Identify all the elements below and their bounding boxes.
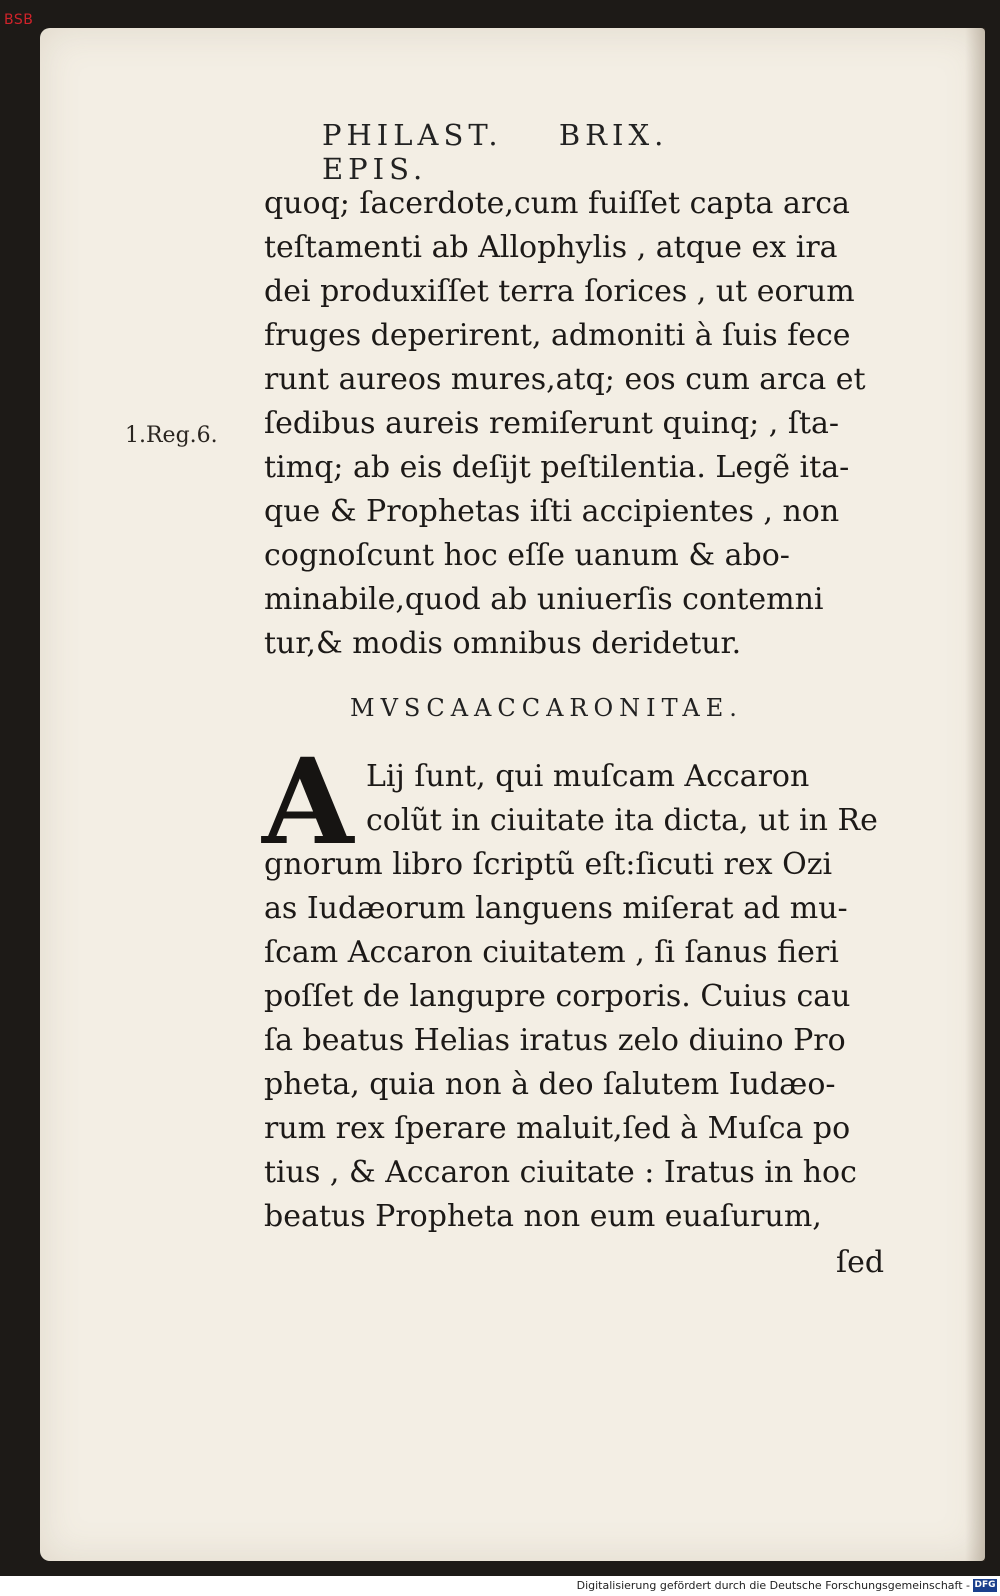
text-line: poſſet de langupre corporis. Cuius cau xyxy=(264,979,851,1014)
text-line: timq; ab eis deſijt peſtilentia. Legẽ ita- xyxy=(264,450,850,485)
text-line: quoq; ſacerdote,cum fuiſſet capta arca xyxy=(264,186,850,221)
text-line: teſtamenti ab Allophylis , atque ex ira xyxy=(264,230,838,265)
drop-cap: A xyxy=(262,732,354,871)
text-line: gnorum libro ſcriptũ eſt:ſicuti rex Ozi xyxy=(264,847,833,882)
text-line: que & Prophetas iſti accipientes , non xyxy=(264,494,840,529)
funding-notice: Digitalisierung gefördert durch die Deutsche Forschungsgemeinschaft - xyxy=(576,1579,970,1592)
text-line: Lij ſunt, qui muſcam Accaron xyxy=(366,759,810,794)
running-head-part: PHILAST. xyxy=(322,118,503,152)
library-mark: BSB xyxy=(4,12,34,28)
text-block-second xyxy=(264,843,924,1239)
text-line: ſa beatus Helias iratus zelo diuino Pro xyxy=(264,1023,846,1058)
dfg-logo: DFG xyxy=(974,1580,996,1590)
text-line: minabile,quod ab uniuerſis contemni xyxy=(264,582,824,617)
running-head-part: EPIS. xyxy=(322,152,428,186)
running-head xyxy=(322,118,862,186)
text-line: fruges deperirent, admoniti à ſuis fece xyxy=(264,318,851,353)
text-line: dei produxiſſet terra ſorices , ut eorum xyxy=(264,274,855,309)
text-line: ſedibus aureis remiſerunt quinq; , ſta- xyxy=(264,406,840,441)
page-edge-shadow xyxy=(965,28,985,1561)
text-line: as Iudæorum languens miſerat ad mu- xyxy=(264,891,848,926)
catchword: ſed xyxy=(836,1245,885,1280)
text-line: pheta, quia non à deo ſalutem Iudæo- xyxy=(264,1067,836,1102)
margin-note: 1.Reg.6. xyxy=(125,423,218,448)
text-line: cognoſcunt hoc eſſe uanum & abo- xyxy=(264,538,790,573)
text-line: colũt in ciuitate ita dicta, ut in Re xyxy=(366,803,878,838)
text-line: tur,& modis omnibus deridetur. xyxy=(264,626,742,661)
footer-bar xyxy=(0,1576,1000,1596)
text-line: ſcam Accaron ciuitatem , ſi ſanus fieri xyxy=(264,935,839,970)
running-head-part: BRIX. xyxy=(558,118,669,152)
text-block-initial-lines xyxy=(366,755,926,843)
text-line: beatus Propheta non eum euaſurum, xyxy=(264,1199,822,1234)
text-block-first xyxy=(264,182,924,666)
section-title: MVSCAACCARONITAE. xyxy=(350,694,743,722)
text-line: tius , & Accaron ciuitate : Iratus in hoc xyxy=(264,1155,857,1190)
text-line: runt aureos mures,atq; eos cum arca et xyxy=(264,362,866,397)
text-line: rum rex ſperare maluit,ſed à Muſca po xyxy=(264,1111,851,1146)
